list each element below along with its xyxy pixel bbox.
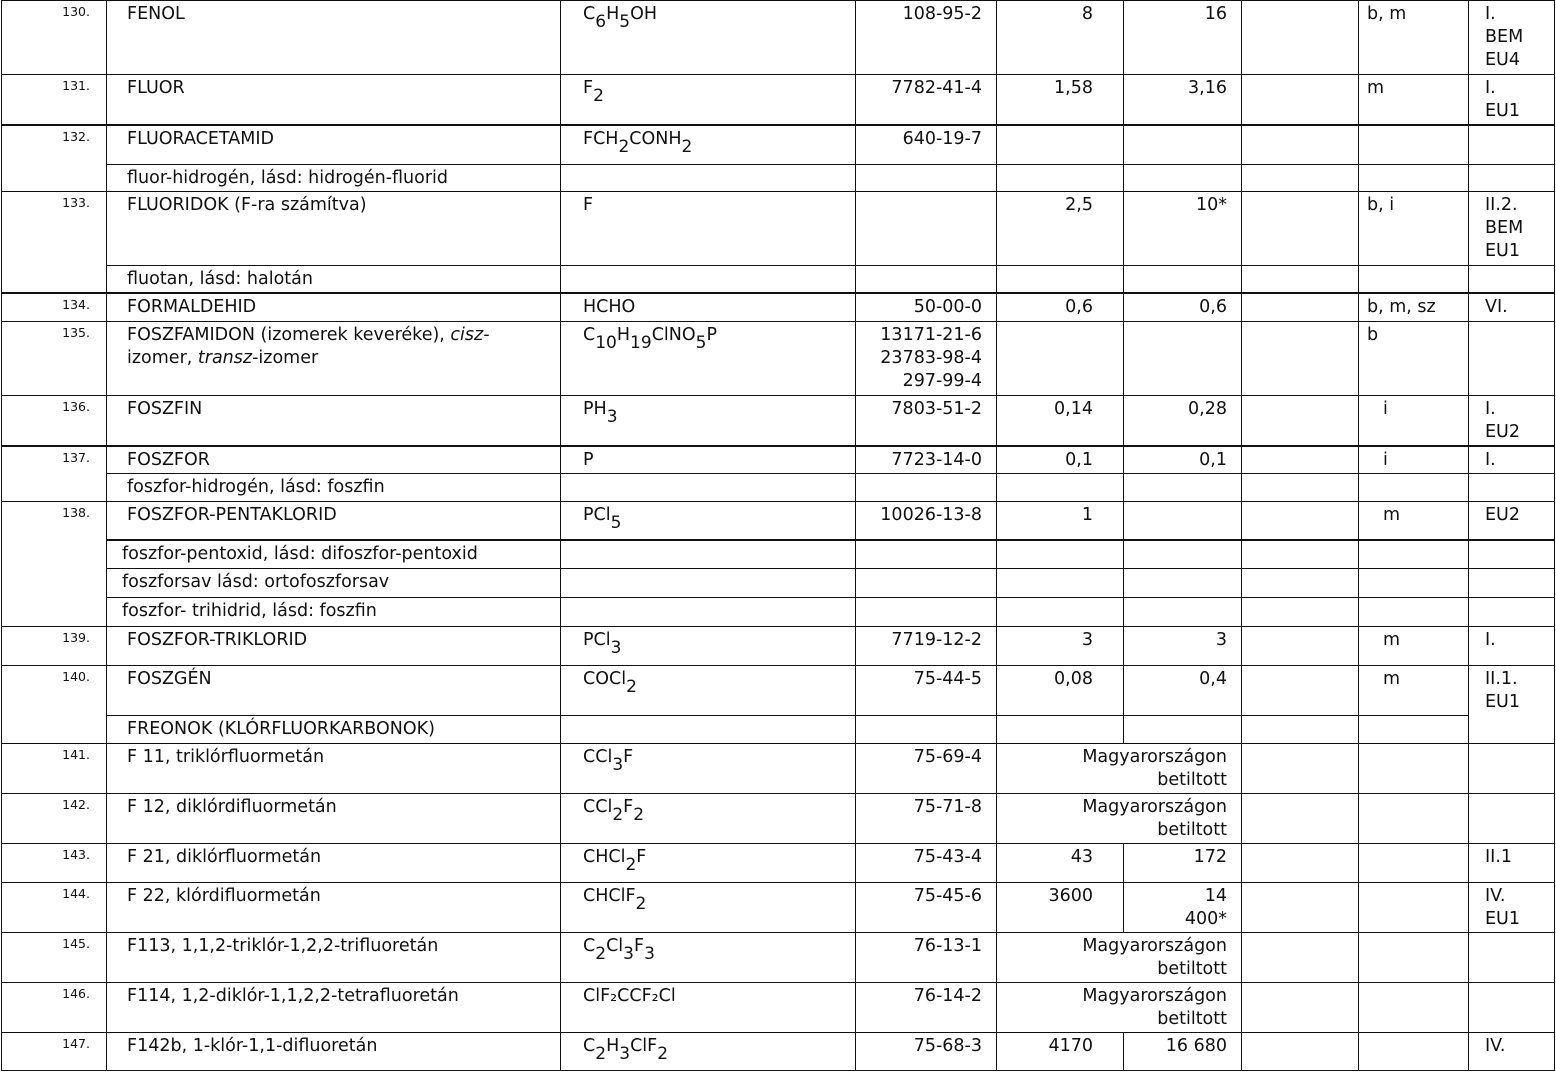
empty-cell	[1359, 933, 1469, 983]
limit-value-1: 8	[997, 1, 1124, 75]
empty-cell	[997, 598, 1124, 627]
cas-number: 75-44-5	[856, 666, 997, 716]
empty-cell	[856, 598, 997, 627]
limit-value-1: 1,58	[997, 75, 1124, 125]
empty-cell	[997, 716, 1124, 744]
substance-name: F 22, klórdifluormetán	[107, 883, 561, 933]
substance-name: FLUORIDOK (F-ra számítva)	[107, 192, 561, 266]
empty-cell	[1359, 794, 1469, 844]
cas-number: 640-19-7	[856, 125, 997, 165]
table-row	[2, 322, 1555, 396]
empty-cell	[1242, 1, 1359, 75]
empty-cell	[1242, 474, 1359, 502]
notes: b, m, sz	[1359, 293, 1469, 322]
table-row	[2, 598, 1555, 627]
empty-cell	[997, 540, 1124, 569]
limit-value-2: 0,1	[1124, 446, 1242, 474]
empty-cell	[1242, 983, 1359, 1033]
substance-name: F 11, triklórfluormetán	[107, 744, 561, 794]
group-heading: FREONOK (KLÓRFLUORKARBONOK)	[107, 716, 561, 744]
empty-cell	[1359, 474, 1469, 502]
notes: b	[1359, 322, 1469, 396]
empty-cell	[1242, 569, 1359, 598]
category: I.	[1469, 627, 1555, 666]
table-row	[2, 933, 1555, 983]
table-row	[2, 883, 1555, 933]
empty-cell	[997, 266, 1124, 293]
substance-name: FORMALDEHID	[107, 293, 561, 322]
substance-name: FENOL	[107, 1, 561, 75]
cas-number: 7719-12-2	[856, 627, 997, 666]
empty-cell	[1469, 933, 1555, 983]
empty-cell	[561, 165, 856, 192]
substance-name: F 12, diklórdifluormetán	[107, 794, 561, 844]
limit-value-2: 3,16	[1124, 75, 1242, 125]
empty-cell	[561, 716, 856, 744]
empty-cell	[1242, 502, 1359, 540]
substance-name: FOSZGÉN	[107, 666, 561, 716]
empty-cell	[1359, 716, 1469, 744]
empty-cell	[1242, 794, 1359, 844]
limit-value-2: 16 680	[1124, 1033, 1242, 1071]
row-number: 146.	[2, 983, 107, 1033]
table-row	[2, 293, 1555, 322]
substance-name: FOSZFOR-TRIKLORID	[107, 627, 561, 666]
notes: m	[1359, 666, 1469, 716]
limit-value-2: 16	[1124, 1, 1242, 75]
empty-cell	[1469, 165, 1555, 192]
table-row	[2, 502, 1555, 540]
status-banned: Magyarországon betiltott	[997, 794, 1242, 844]
empty-cell	[997, 322, 1124, 396]
empty-cell	[1242, 322, 1359, 396]
cross-reference: foszforsav lásd: ortofoszforsav	[107, 569, 561, 598]
table-row	[2, 474, 1555, 502]
substance-name: FOSZFOR	[107, 446, 561, 474]
empty-cell	[1124, 540, 1242, 569]
empty-cell	[856, 540, 997, 569]
row-number: 138.	[2, 502, 107, 627]
table-row	[2, 844, 1555, 883]
empty-cell	[561, 598, 856, 627]
row-number: 144.	[2, 883, 107, 933]
notes: i	[1359, 446, 1469, 474]
empty-cell	[1242, 192, 1359, 266]
limit-value-1: 1	[997, 502, 1124, 540]
empty-cell	[1469, 266, 1555, 293]
empty-cell	[1469, 540, 1555, 569]
category: IV. EU1	[1469, 883, 1555, 933]
cas-number: 75-71-8	[856, 794, 997, 844]
empty-cell	[1242, 933, 1359, 983]
empty-cell	[1124, 266, 1242, 293]
table-row	[2, 569, 1555, 598]
formula: HCHO	[561, 293, 856, 322]
row-number: 141.	[2, 744, 107, 794]
formula: PCl$_5$	[561, 502, 856, 540]
empty-cell	[1359, 125, 1469, 165]
cas-number: 75-45-6	[856, 883, 997, 933]
cas-number: 7782-41-4	[856, 75, 997, 125]
cas-number: 75-43-4	[856, 844, 997, 883]
empty-cell	[1359, 1033, 1469, 1071]
formula: $FCH_2CONH_2$	[561, 125, 856, 165]
cas-number: 108-95-2	[856, 1, 997, 75]
empty-cell	[1469, 744, 1555, 794]
empty-cell	[1469, 598, 1555, 627]
notes: b, i	[1359, 192, 1469, 266]
empty-cell	[1359, 540, 1469, 569]
empty-cell	[1242, 266, 1359, 293]
cas-number: 10026-13-8	[856, 502, 997, 540]
empty-cell	[1359, 883, 1469, 933]
empty-cell	[1124, 716, 1242, 744]
empty-cell	[1242, 165, 1359, 192]
category: II.2. BEM EU1	[1469, 192, 1555, 266]
formula: PCl$_3$	[561, 627, 856, 666]
formula: $CCl_2F_2$	[561, 794, 856, 844]
limit-value-1: 3600	[997, 883, 1124, 933]
empty-cell	[1124, 569, 1242, 598]
table-row	[2, 983, 1555, 1033]
table-row	[2, 125, 1555, 165]
limit-value-1: 0,6	[997, 293, 1124, 322]
empty-cell	[1242, 446, 1359, 474]
empty-cell	[997, 474, 1124, 502]
formula: CHClF$_2$	[561, 883, 856, 933]
cross-reference: foszfor- trihidrid, lásd: foszfin	[107, 598, 561, 627]
empty-cell	[1124, 598, 1242, 627]
cross-reference: fluotan, lásd: halotán	[107, 266, 561, 293]
cas-number: 50-00-0	[856, 293, 997, 322]
empty-cell	[1242, 598, 1359, 627]
status-banned: Magyarországon betiltott	[997, 933, 1242, 983]
row-number: 135.	[2, 322, 107, 396]
table-row	[2, 396, 1555, 446]
formula: $PH_3$	[561, 396, 856, 446]
empty-cell	[1359, 266, 1469, 293]
empty-cell	[1242, 744, 1359, 794]
limit-value-2: 0,6	[1124, 293, 1242, 322]
empty-cell	[1242, 844, 1359, 883]
empty-cell	[856, 569, 997, 598]
category: EU2	[1469, 502, 1555, 540]
empty-cell	[997, 165, 1124, 192]
limit-value-2: 3	[1124, 627, 1242, 666]
empty-cell	[561, 540, 856, 569]
substance-name: FLUORACETAMID	[107, 125, 561, 165]
cas-number: 75-69-4	[856, 744, 997, 794]
empty-cell	[1469, 322, 1555, 396]
row-number: 147.	[2, 1033, 107, 1071]
empty-cell	[997, 569, 1124, 598]
formula: CHCl$_2$F	[561, 844, 856, 883]
table-row	[2, 716, 1555, 744]
row-number: 136.	[2, 396, 107, 446]
table-row	[2, 266, 1555, 293]
status-banned: Magyarországon betiltott	[997, 983, 1242, 1033]
formula: F	[561, 192, 856, 266]
status-banned: Magyarországon betiltott	[997, 744, 1242, 794]
cas-number: 75-68-3	[856, 1033, 997, 1071]
category: IV.	[1469, 1033, 1555, 1071]
empty-cell	[561, 474, 856, 502]
substance-name: FOSZFOR-PENTAKLORID	[107, 502, 561, 540]
category: I.	[1469, 446, 1555, 474]
cas-number: 7803-51-2	[856, 396, 997, 446]
table-row	[2, 446, 1555, 474]
row-number: 133.	[2, 192, 107, 293]
notes: b, m	[1359, 1, 1469, 75]
cas-number	[856, 192, 997, 266]
cross-reference: fluor-hidrogén, lásd: hidrogén-fluorid	[107, 165, 561, 192]
limit-value-1: 3	[997, 627, 1124, 666]
table-row	[2, 666, 1555, 716]
notes: m	[1359, 502, 1469, 540]
substance-name: FLUOR	[107, 75, 561, 125]
notes: i	[1359, 396, 1469, 446]
limit-value-2: 14 400*	[1124, 883, 1242, 933]
empty-cell	[561, 569, 856, 598]
substance-name: FOSZFIN	[107, 396, 561, 446]
empty-cell	[1124, 474, 1242, 502]
formula: $C_{10}H_{19}ClNO_5P$	[561, 322, 856, 396]
formula: $C_6H_5OH$	[561, 1, 856, 75]
row-number: 145.	[2, 933, 107, 983]
table-row	[2, 165, 1555, 192]
formula: COCl$_2$	[561, 666, 856, 716]
table-row	[2, 794, 1555, 844]
cas-number: 13171-21-6 23783-98-4 297-99-4	[856, 322, 997, 396]
row-number: 137.	[2, 446, 107, 502]
limit-value-1: 0,14	[997, 396, 1124, 446]
limit-value-2: 0,4	[1124, 666, 1242, 716]
category: I. BEM EU4	[1469, 1, 1555, 75]
empty-cell	[1242, 293, 1359, 322]
limit-value-2: 10*	[1124, 192, 1242, 266]
empty-cell	[1242, 883, 1359, 933]
empty-cell	[1359, 165, 1469, 192]
empty-cell	[1359, 569, 1469, 598]
substance-name: F113, 1,1,2-triklór-1,2,2-trifluoretán	[107, 933, 561, 983]
empty-cell	[1124, 502, 1242, 540]
limit-value-1: 4170	[997, 1033, 1124, 1071]
substance-name: F 21, diklórfluormetán	[107, 844, 561, 883]
table-row	[2, 627, 1555, 666]
empty-cell	[561, 266, 856, 293]
empty-cell	[1359, 744, 1469, 794]
empty-cell	[1469, 474, 1555, 502]
empty-cell	[1124, 125, 1242, 165]
category: VI.	[1469, 293, 1555, 322]
table-row	[2, 1, 1555, 75]
notes: m	[1359, 627, 1469, 666]
limit-value-2: 0,28	[1124, 396, 1242, 446]
empty-cell	[1469, 794, 1555, 844]
empty-cell	[1242, 716, 1359, 744]
formula: $C_2H_3ClF_2$	[561, 1033, 856, 1071]
empty-cell	[1359, 844, 1469, 883]
cas-number: 7723-14-0	[856, 446, 997, 474]
empty-cell	[856, 716, 997, 744]
table-row	[2, 744, 1555, 794]
empty-cell	[1469, 125, 1555, 165]
empty-cell	[1242, 666, 1359, 716]
empty-cell	[1242, 396, 1359, 446]
notes: m	[1359, 75, 1469, 125]
table-row	[2, 1033, 1555, 1071]
empty-cell	[1469, 569, 1555, 598]
substance-name: FOSZFAMIDON (izomerek keveréke), cisz- izomer, transz-izomer	[107, 322, 561, 396]
formula: ClF₂CCF₂Cl	[561, 983, 856, 1033]
limit-value-1: 43	[997, 844, 1124, 883]
row-number: 132.	[2, 125, 107, 192]
empty-cell	[1359, 983, 1469, 1033]
formula: $F_2$	[561, 75, 856, 125]
category: II.1	[1469, 844, 1555, 883]
empty-cell	[1124, 322, 1242, 396]
formula: CCl$_3$F	[561, 744, 856, 794]
empty-cell	[856, 165, 997, 192]
empty-cell	[1359, 598, 1469, 627]
row-number: 130.	[2, 1, 107, 75]
limit-value-1: 0,08	[997, 666, 1124, 716]
row-number: 139.	[2, 627, 107, 666]
category: I. EU2	[1469, 396, 1555, 446]
empty-cell	[1124, 165, 1242, 192]
empty-cell	[1242, 627, 1359, 666]
substance-table	[1, 0, 1555, 1071]
empty-cell	[1469, 983, 1555, 1033]
substance-name: F142b, 1-klór-1,1-difluoretán	[107, 1033, 561, 1071]
limit-value-1: 0,1	[997, 446, 1124, 474]
limit-value-2: 172	[1124, 844, 1242, 883]
formula: P	[561, 446, 856, 474]
table-row	[2, 540, 1555, 569]
category: II.1. EU1	[1469, 666, 1555, 744]
cross-reference: foszfor-pentoxid, lásd: difoszfor-pentoxid	[107, 540, 561, 569]
cross-reference: foszfor-hidrogén, lásd: foszfin	[107, 474, 561, 502]
row-number: 140.	[2, 666, 107, 744]
empty-cell	[1242, 1033, 1359, 1071]
row-number: 143.	[2, 844, 107, 883]
empty-cell	[856, 474, 997, 502]
category: I. EU1	[1469, 75, 1555, 125]
empty-cell	[1242, 125, 1359, 165]
table-row	[2, 192, 1555, 266]
table-row	[2, 75, 1555, 125]
row-number: 142.	[2, 794, 107, 844]
empty-cell	[997, 125, 1124, 165]
empty-cell	[1242, 75, 1359, 125]
limit-value-1: 2,5	[997, 192, 1124, 266]
row-number: 131.	[2, 75, 107, 125]
formula: $C_2Cl_3F_3$	[561, 933, 856, 983]
empty-cell	[856, 266, 997, 293]
empty-cell	[1242, 540, 1359, 569]
cas-number: 76-13-1	[856, 933, 997, 983]
substance-name: F114, 1,2-diklór-1,1,2,2-tetrafluoretán	[107, 983, 561, 1033]
row-number: 134.	[2, 293, 107, 322]
cas-number: 76-14-2	[856, 983, 997, 1033]
